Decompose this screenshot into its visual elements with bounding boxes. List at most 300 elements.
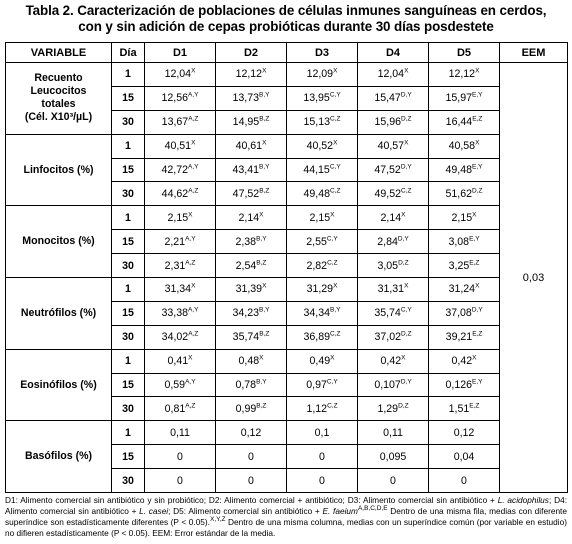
value-cell bbox=[358, 445, 429, 469]
cell-superscript: X bbox=[262, 139, 267, 147]
cell-value: 0,11 bbox=[383, 426, 403, 439]
cell-value: 0,1 bbox=[314, 426, 330, 439]
cell-value: 0,12 bbox=[453, 426, 475, 439]
cell-superscript: X bbox=[191, 67, 196, 75]
cell-value: 0 bbox=[319, 474, 325, 487]
value-cell bbox=[216, 421, 287, 445]
value-cell bbox=[429, 230, 500, 254]
day-cell: 1 bbox=[112, 421, 145, 445]
cell-value: 40,58 bbox=[448, 140, 476, 153]
cell-superscript: E,Y bbox=[472, 163, 483, 171]
header-eem: EEM bbox=[500, 43, 568, 63]
value-cell bbox=[287, 469, 358, 493]
cell-value: 36,89 bbox=[303, 331, 331, 344]
cell-value: 42,72 bbox=[161, 164, 189, 176]
cell-value: 0,42 bbox=[451, 355, 473, 368]
value-cell bbox=[287, 301, 358, 325]
cell-superscript: C,Z bbox=[330, 115, 341, 123]
variable-name-line: totales bbox=[41, 98, 76, 111]
cell-value: 16,44 bbox=[445, 116, 473, 129]
variable-name bbox=[6, 278, 112, 350]
table-row bbox=[6, 349, 568, 373]
cell-superscript: X bbox=[333, 139, 338, 147]
variable-name bbox=[6, 349, 112, 421]
variable-name-line: Linfocitos (%) bbox=[23, 163, 94, 176]
cell-value: 34,23 bbox=[232, 307, 260, 320]
value-cell bbox=[216, 469, 287, 493]
cell-value: 2,14 bbox=[238, 211, 260, 224]
value-cell bbox=[287, 134, 358, 158]
cell-value: 2,31 bbox=[164, 259, 186, 272]
cell-value: 40,57 bbox=[377, 140, 405, 153]
cell-value: 34,02 bbox=[161, 331, 189, 344]
cell-superscript: C,Z bbox=[330, 330, 341, 338]
cell-value: 47,52 bbox=[374, 164, 401, 176]
cell-superscript: B,Y bbox=[330, 306, 341, 314]
value-cell bbox=[145, 63, 216, 87]
cell-value: 31,31 bbox=[377, 283, 405, 296]
cell-value: 13,95 bbox=[303, 92, 330, 105]
value-cell bbox=[216, 206, 287, 230]
value-cell bbox=[429, 349, 500, 373]
cell-superscript: C,Y bbox=[400, 306, 412, 314]
header-dia: Día bbox=[112, 43, 145, 63]
value-cell bbox=[145, 254, 216, 278]
variable-name-line: Neutrófilos (%) bbox=[20, 306, 97, 319]
table-row bbox=[6, 63, 568, 87]
variable-name-line: Recuento bbox=[34, 72, 83, 85]
header-d3: D3 bbox=[287, 43, 358, 63]
value-cell bbox=[358, 230, 429, 254]
table-row bbox=[6, 421, 568, 445]
cell-value: 1,29 bbox=[377, 402, 399, 415]
cell-superscript: X bbox=[475, 139, 480, 147]
header-d4: D4 bbox=[358, 43, 429, 63]
cell-value: 0,59 bbox=[164, 379, 186, 392]
cell-superscript: B,Y bbox=[259, 306, 270, 314]
value-cell bbox=[145, 134, 216, 158]
variable-name bbox=[6, 134, 112, 206]
cell-value: 1,12 bbox=[306, 402, 328, 415]
cell-value: 12,04 bbox=[164, 68, 192, 81]
value-cell bbox=[358, 397, 429, 421]
cell-value: 13,73 bbox=[232, 92, 260, 105]
value-cell bbox=[287, 182, 358, 206]
cell-superscript: D,Y bbox=[471, 306, 483, 314]
cell-value: 1,51 bbox=[448, 402, 470, 415]
value-cell bbox=[429, 182, 500, 206]
cell-value: 0,97 bbox=[306, 379, 327, 392]
cell-superscript: E,Y bbox=[472, 378, 483, 386]
cell-value: 0 bbox=[248, 450, 254, 463]
day-cell: 15 bbox=[112, 373, 145, 397]
cell-value: 0 bbox=[461, 474, 467, 487]
value-cell bbox=[429, 445, 500, 469]
header-row bbox=[6, 43, 568, 63]
cell-superscript: C,Y bbox=[329, 91, 341, 99]
cell-value: 15,13 bbox=[303, 116, 331, 129]
cell-value: 35,74 bbox=[374, 307, 401, 320]
cell-value: 40,61 bbox=[235, 140, 263, 153]
value-cell bbox=[216, 397, 287, 421]
cell-value: 44,62 bbox=[161, 187, 189, 200]
day-cell: 15 bbox=[112, 86, 145, 110]
value-cell bbox=[216, 86, 287, 110]
cell-superscript: C,Z bbox=[327, 402, 338, 410]
cell-superscript: X bbox=[401, 211, 406, 219]
day-cell: 30 bbox=[112, 182, 145, 206]
cell-value: 0 bbox=[319, 450, 325, 463]
cell-value: 12,12 bbox=[448, 68, 476, 81]
cell-value: 0,107 bbox=[374, 379, 401, 392]
cell-superscript: B,Z bbox=[256, 402, 267, 410]
cell-superscript: B,Y bbox=[256, 235, 267, 243]
value-cell bbox=[429, 469, 500, 493]
cell-value: 3,08 bbox=[448, 235, 470, 248]
day-cell: 30 bbox=[112, 254, 145, 278]
cell-value: 49,48 bbox=[303, 187, 331, 200]
cell-superscript: A,Z bbox=[188, 187, 199, 195]
cell-value: 12,09 bbox=[306, 68, 334, 81]
cell-value: 15,97 bbox=[445, 92, 473, 105]
immune-cells-table bbox=[5, 42, 568, 493]
value-cell bbox=[429, 397, 500, 421]
eem-value: 0,03 bbox=[500, 63, 568, 493]
cell-superscript: D,Z bbox=[401, 115, 412, 123]
cell-superscript: C,Y bbox=[329, 163, 341, 171]
cell-superscript: D,Z bbox=[398, 259, 409, 267]
cell-value: 39,21 bbox=[445, 331, 473, 344]
value-cell bbox=[216, 254, 287, 278]
value-cell bbox=[216, 349, 287, 373]
cell-superscript: B,Z bbox=[256, 259, 267, 267]
day-cell: 1 bbox=[112, 278, 145, 302]
cell-value: 43,41 bbox=[232, 164, 260, 176]
cell-superscript: D,Y bbox=[400, 91, 412, 99]
cell-superscript: A,Y bbox=[185, 378, 196, 386]
value-cell bbox=[358, 86, 429, 110]
cell-value: 0,81 bbox=[164, 402, 186, 415]
cell-value: 3,25 bbox=[448, 259, 470, 272]
value-cell bbox=[358, 469, 429, 493]
day-cell: 1 bbox=[112, 134, 145, 158]
value-cell bbox=[216, 325, 287, 349]
cell-value: 34,34 bbox=[303, 307, 331, 320]
cell-superscript: X bbox=[191, 282, 196, 290]
variable-name bbox=[6, 63, 112, 135]
value-cell bbox=[145, 325, 216, 349]
cell-value: 0,095 bbox=[379, 450, 407, 463]
cell-value: 49,48 bbox=[445, 164, 473, 176]
value-cell bbox=[145, 421, 216, 445]
variable-name-line: Monocitos (%) bbox=[22, 235, 95, 248]
cell-value: 37,08 bbox=[445, 307, 472, 320]
cell-value: 31,24 bbox=[448, 283, 476, 296]
variable-name bbox=[6, 421, 112, 493]
value-cell bbox=[358, 301, 429, 325]
value-cell bbox=[429, 86, 500, 110]
cell-value: 2,15 bbox=[167, 211, 189, 224]
cell-superscript: X bbox=[262, 282, 267, 290]
value-cell bbox=[145, 278, 216, 302]
cell-superscript: X bbox=[259, 211, 264, 219]
value-cell bbox=[358, 278, 429, 302]
cell-value: 0,41 bbox=[167, 355, 189, 368]
value-cell bbox=[145, 110, 216, 134]
cell-superscript: A,Z bbox=[188, 115, 199, 123]
value-cell bbox=[358, 63, 429, 87]
table-row bbox=[6, 278, 568, 302]
cell-value: 2,84 bbox=[377, 235, 398, 248]
value-cell bbox=[145, 158, 216, 182]
value-cell bbox=[216, 134, 287, 158]
value-cell bbox=[216, 182, 287, 206]
value-cell bbox=[287, 63, 358, 87]
cell-superscript: D,Y bbox=[397, 235, 409, 243]
value-cell bbox=[358, 373, 429, 397]
value-cell bbox=[216, 373, 287, 397]
value-cell bbox=[287, 158, 358, 182]
cell-superscript: A,Y bbox=[188, 163, 199, 171]
cell-superscript: A,Z bbox=[185, 259, 196, 267]
cell-value: 0,11 bbox=[170, 426, 190, 439]
title-line-1: Tabla 2. Caracterización de poblaciones de células inmunes sanguíneas en cerdos, bbox=[25, 3, 547, 18]
cell-superscript: X bbox=[404, 139, 409, 147]
footnote-segment: ; D5: Alimento comercial sin antibiótico + bbox=[168, 505, 323, 516]
value-cell bbox=[358, 206, 429, 230]
value-cell bbox=[358, 158, 429, 182]
cell-superscript: X bbox=[188, 211, 193, 219]
cell-value: 31,29 bbox=[306, 283, 334, 296]
cell-superscript: X bbox=[330, 211, 335, 219]
value-cell bbox=[358, 349, 429, 373]
cell-value: 0 bbox=[177, 450, 183, 463]
day-cell: 1 bbox=[112, 206, 145, 230]
footnote-segment: Dentro de una misma columna, medias con un superíndice común (por variable en estudio) no difieren estadísticamente (P < 0.05). EEM: Error estándar de la media. bbox=[5, 516, 568, 538]
value-cell bbox=[216, 158, 287, 182]
cell-superscript: B,Z bbox=[259, 330, 270, 338]
cell-value: 2,54 bbox=[235, 259, 257, 272]
footnote-segment: E. faeium bbox=[322, 505, 358, 516]
cell-value: 47,52 bbox=[232, 187, 260, 200]
day-cell: 30 bbox=[112, 397, 145, 421]
day-cell: 15 bbox=[112, 158, 145, 182]
value-cell bbox=[287, 445, 358, 469]
cell-value: 40,52 bbox=[306, 140, 334, 153]
value-cell bbox=[145, 182, 216, 206]
cell-superscript: E,Z bbox=[472, 115, 483, 123]
value-cell bbox=[429, 110, 500, 134]
day-cell: 30 bbox=[112, 110, 145, 134]
cell-superscript: X bbox=[333, 282, 338, 290]
cell-superscript: C,Z bbox=[327, 259, 338, 267]
cell-value: 0 bbox=[177, 474, 183, 487]
cell-value: 2,15 bbox=[309, 211, 331, 224]
value-cell bbox=[429, 254, 500, 278]
cell-superscript: D,Y bbox=[400, 378, 412, 386]
value-cell bbox=[287, 421, 358, 445]
cell-superscript: X bbox=[472, 354, 477, 362]
title-line-2: con y sin adición de cepas probióticas durante 30 días posdestete bbox=[78, 19, 494, 34]
value-cell bbox=[358, 110, 429, 134]
value-cell bbox=[429, 301, 500, 325]
cell-superscript: E,Z bbox=[469, 259, 480, 267]
value-cell bbox=[216, 110, 287, 134]
cell-superscript: E,Z bbox=[469, 402, 480, 410]
cell-superscript: A,Y bbox=[188, 91, 199, 99]
value-cell bbox=[287, 230, 358, 254]
day-cell: 30 bbox=[112, 325, 145, 349]
value-cell bbox=[358, 254, 429, 278]
cell-superscript: X bbox=[188, 354, 193, 362]
cell-value: 12,12 bbox=[235, 68, 263, 81]
day-cell: 15 bbox=[112, 301, 145, 325]
cell-value: 15,96 bbox=[374, 116, 402, 129]
cell-superscript: A,Y bbox=[185, 235, 196, 243]
value-cell bbox=[429, 421, 500, 445]
table-row bbox=[6, 206, 568, 230]
table-body bbox=[6, 63, 568, 493]
cell-value: 2,14 bbox=[380, 211, 402, 224]
cell-superscript: X bbox=[333, 67, 338, 75]
cell-superscript: A,Z bbox=[185, 402, 196, 410]
day-cell: 1 bbox=[112, 349, 145, 373]
cell-superscript: X bbox=[330, 354, 335, 362]
day-cell: 15 bbox=[112, 445, 145, 469]
value-cell bbox=[429, 158, 500, 182]
value-cell bbox=[287, 254, 358, 278]
value-cell bbox=[216, 63, 287, 87]
cell-value: 33,38 bbox=[161, 307, 189, 320]
cell-value: 2,55 bbox=[306, 235, 327, 248]
footnote-segment: D1: Alimento comercial sin antibiótico y sin probiótico; D2: Alimento comercial + antibiótico; D3: Alimento comercial sin antibiótico + bbox=[5, 495, 498, 505]
cell-superscript: X bbox=[404, 67, 409, 75]
value-cell bbox=[287, 86, 358, 110]
cell-value: 31,34 bbox=[164, 283, 192, 296]
cell-value: 0 bbox=[248, 474, 254, 487]
cell-superscript: B,Z bbox=[259, 187, 270, 195]
cell-superscript: D,Z bbox=[398, 402, 409, 410]
day-cell: 30 bbox=[112, 469, 145, 493]
value-cell bbox=[145, 86, 216, 110]
day-cell: 1 bbox=[112, 63, 145, 87]
value-cell bbox=[429, 63, 500, 87]
value-cell bbox=[429, 325, 500, 349]
cell-value: 2,15 bbox=[451, 211, 473, 224]
cell-value: 0,99 bbox=[235, 402, 257, 415]
cell-superscript: X bbox=[191, 139, 196, 147]
value-cell bbox=[287, 206, 358, 230]
footnote-segment: ; D4: Alimento comercial sin antibiótico + bbox=[5, 495, 567, 516]
header-variable: VARIABLE bbox=[6, 43, 112, 63]
header-d2: D2 bbox=[216, 43, 287, 63]
value-cell bbox=[287, 397, 358, 421]
variable-name-line: Basófilos (%) bbox=[24, 450, 93, 463]
value-cell bbox=[145, 397, 216, 421]
cell-superscript: E,Y bbox=[472, 91, 483, 99]
value-cell bbox=[358, 325, 429, 349]
value-cell bbox=[216, 301, 287, 325]
value-cell bbox=[287, 373, 358, 397]
cell-value: 0,12 bbox=[240, 426, 262, 439]
cell-value: 37,02 bbox=[374, 331, 402, 344]
cell-superscript: X bbox=[259, 354, 264, 362]
header-d1: D1 bbox=[145, 43, 216, 63]
cell-superscript: B,Y bbox=[259, 163, 270, 171]
variable-name-line: (Cél. X10³/µL) bbox=[24, 111, 93, 124]
cell-value: 0,78 bbox=[235, 379, 257, 392]
cell-value: 31,39 bbox=[235, 283, 263, 296]
cell-superscript: X bbox=[262, 67, 267, 75]
value-cell bbox=[287, 110, 358, 134]
cell-value: 2,82 bbox=[306, 259, 328, 272]
footnote-segment: A,B,C,D,E bbox=[357, 505, 388, 513]
cell-superscript: C,Z bbox=[330, 187, 341, 195]
value-cell bbox=[145, 445, 216, 469]
cell-value: 40,51 bbox=[164, 140, 192, 153]
cell-superscript: X bbox=[404, 282, 409, 290]
footnote-segment: X,Y,Z bbox=[210, 516, 226, 524]
cell-superscript: X bbox=[401, 354, 406, 362]
value-cell bbox=[216, 445, 287, 469]
value-cell bbox=[216, 278, 287, 302]
value-cell bbox=[429, 278, 500, 302]
cell-value: 15,47 bbox=[374, 92, 401, 105]
cell-superscript: E,Z bbox=[472, 330, 483, 338]
cell-superscript: A,Y bbox=[188, 306, 199, 314]
value-cell bbox=[145, 301, 216, 325]
cell-superscript: C,Y bbox=[326, 235, 338, 243]
value-cell bbox=[429, 134, 500, 158]
cell-value: 12,56 bbox=[161, 92, 189, 105]
footnote-segment: L. acidophilus bbox=[497, 495, 549, 505]
cell-value: 51,62 bbox=[445, 187, 473, 200]
cell-superscript: E,Y bbox=[469, 235, 480, 243]
table-title bbox=[0, 3, 572, 35]
cell-value: 0 bbox=[390, 474, 396, 487]
cell-superscript: B,Y bbox=[259, 91, 270, 99]
cell-value: 2,21 bbox=[164, 235, 186, 248]
value-cell bbox=[145, 373, 216, 397]
cell-value: 14,95 bbox=[232, 116, 260, 129]
value-cell bbox=[216, 230, 287, 254]
cell-superscript: D,Z bbox=[401, 330, 412, 338]
cell-value: 44,15 bbox=[303, 164, 330, 176]
value-cell bbox=[145, 230, 216, 254]
footnote bbox=[5, 495, 567, 539]
footnote-segment: L. casei bbox=[139, 505, 169, 516]
variable-name-line: Leucocitos bbox=[30, 85, 87, 98]
cell-value: 0,42 bbox=[380, 355, 402, 368]
cell-superscript: B,Y bbox=[256, 378, 267, 386]
cell-superscript: C,Z bbox=[401, 187, 412, 195]
cell-superscript: C,Y bbox=[326, 378, 338, 386]
variable-name-line: Eosinófilos (%) bbox=[20, 378, 97, 391]
value-cell bbox=[358, 134, 429, 158]
header-d5: D5 bbox=[429, 43, 500, 63]
table-row bbox=[6, 134, 568, 158]
value-cell bbox=[287, 278, 358, 302]
cell-value: 13,67 bbox=[161, 116, 189, 129]
value-cell bbox=[145, 206, 216, 230]
cell-superscript: X bbox=[475, 282, 480, 290]
cell-value: 0,48 bbox=[238, 355, 260, 368]
cell-value: 49,52 bbox=[374, 187, 402, 200]
value-cell bbox=[287, 325, 358, 349]
day-cell: 15 bbox=[112, 230, 145, 254]
value-cell bbox=[145, 469, 216, 493]
value-cell bbox=[429, 206, 500, 230]
